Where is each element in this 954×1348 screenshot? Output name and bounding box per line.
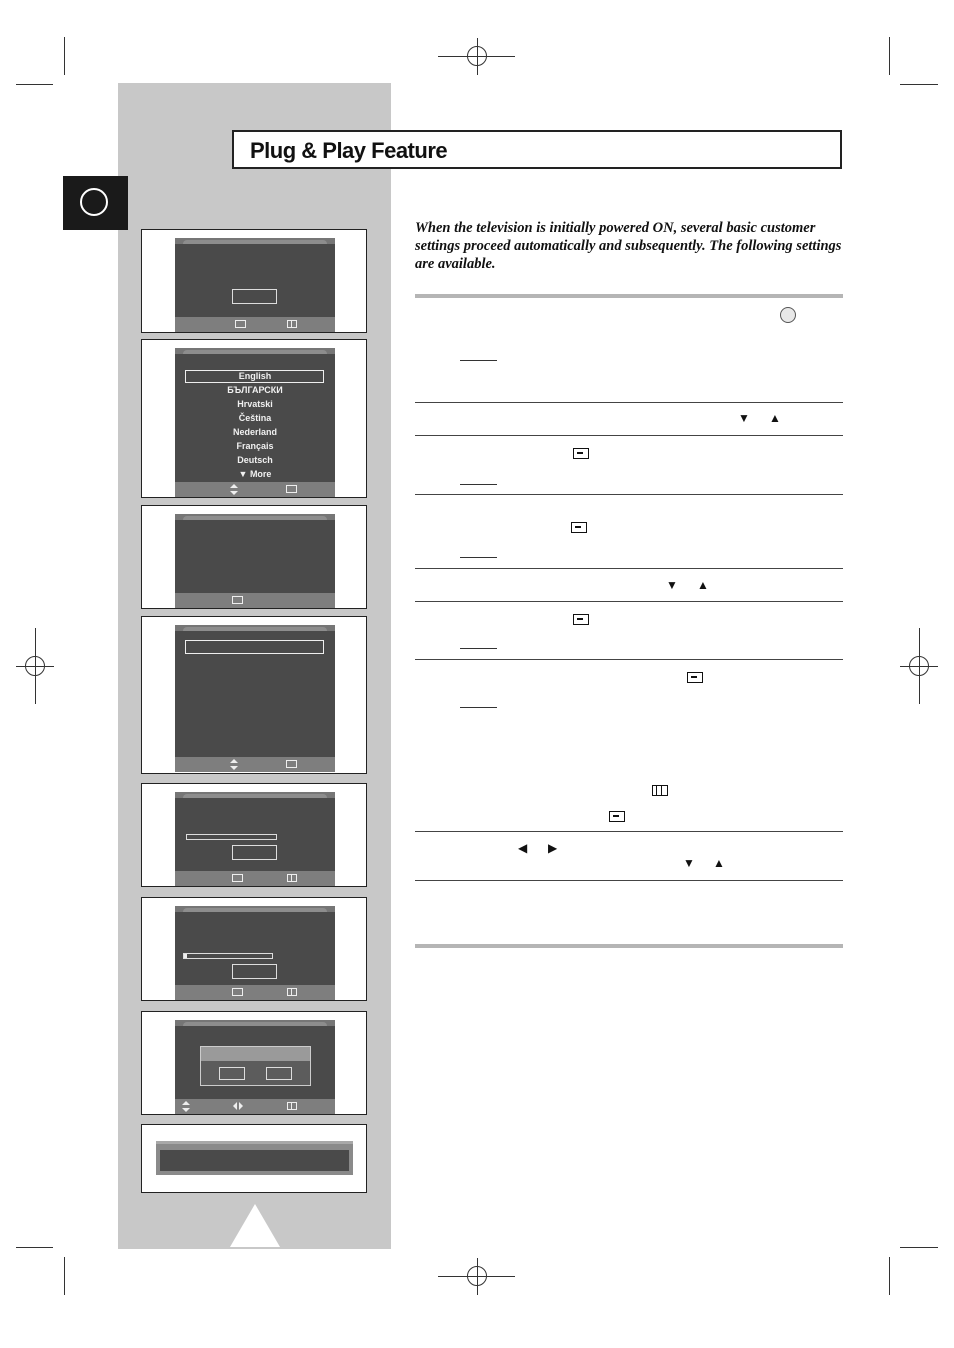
language-option[interactable]: Deutsch: [237, 455, 273, 465]
note-rule: [460, 557, 497, 558]
menu-icon: [287, 320, 297, 328]
screen-panel-1: [141, 229, 367, 333]
crop-mark: [64, 1257, 65, 1295]
enter-icon: [232, 596, 243, 604]
crop-mark: [16, 84, 53, 85]
tv-screen: [175, 1020, 335, 1114]
registration-mark: [477, 1258, 478, 1295]
page-corner-triangle: [230, 1204, 280, 1247]
intro-paragraph: When the television is initially powered ON, several basic customer settings proceed automatically and subsequently. The following settings are available.: [415, 220, 842, 272]
screen-help-bar: [175, 871, 335, 886]
hour-field[interactable]: [219, 1067, 245, 1080]
language-option[interactable]: Nederland: [232, 427, 277, 437]
crop-mark: [16, 1247, 53, 1248]
registration-mark: [35, 628, 36, 704]
language-option[interactable]: English: [238, 371, 272, 381]
clock-dialog: [200, 1046, 311, 1086]
right-arrow-icon: [239, 1102, 243, 1110]
step-divider: [415, 601, 843, 602]
up-down-icon: [181, 1101, 191, 1112]
up-arrow-icon: ▲: [769, 411, 781, 425]
screen-help-bar: [175, 593, 335, 608]
registration-mark: [919, 628, 920, 704]
enter-icon: [571, 522, 587, 533]
up-arrow-icon: ▲: [713, 856, 725, 870]
page-title: Plug & Play Feature: [250, 138, 448, 163]
up-down-icon: [229, 484, 239, 495]
tv-screen: [175, 514, 335, 608]
enter-icon: [232, 874, 243, 882]
screen-panel-5: [141, 783, 367, 887]
stop-button-box: [232, 845, 277, 860]
progress-fill: [184, 954, 187, 958]
language-option[interactable]: БЪЛГАРСКИ: [227, 385, 283, 395]
screen-help-bar: [175, 1099, 335, 1114]
screen-panel-7: [141, 1011, 367, 1115]
step-divider: [415, 494, 843, 495]
note-rule: [460, 484, 497, 485]
down-arrow-icon: ▼: [738, 411, 750, 425]
enter-icon: [573, 448, 589, 459]
menu-icon: [652, 785, 668, 796]
screen-help-bar: [175, 757, 335, 772]
screen-panel-2: [141, 339, 367, 498]
language-tab-circle-icon: [80, 188, 108, 216]
enter-icon: [286, 485, 297, 493]
language-option[interactable]: Français: [236, 441, 274, 451]
enter-icon: [235, 320, 246, 328]
ok-button-box: [232, 289, 277, 304]
enter-icon: [286, 760, 297, 768]
power-button-icon: [780, 307, 796, 323]
progress-bar: [183, 953, 273, 959]
tv-screen: [175, 792, 335, 886]
step-divider: [415, 659, 843, 660]
note-rule: [460, 707, 497, 708]
crop-mark: [64, 37, 65, 75]
tv-screen: [175, 238, 335, 332]
menu-icon: [287, 988, 297, 996]
language-option[interactable]: Hrvatski: [237, 399, 273, 409]
down-arrow-icon: ▼: [683, 856, 695, 870]
tv-screen: [175, 625, 335, 772]
progress-bar: [186, 834, 277, 840]
crop-mark: [900, 84, 938, 85]
step-divider: [415, 402, 843, 403]
enter-icon: [609, 811, 625, 822]
crop-mark: [889, 1257, 890, 1295]
step-divider: [415, 831, 843, 832]
menu-icon: [287, 874, 297, 882]
note-rule: [460, 360, 497, 361]
up-arrow-icon: ▲: [697, 578, 709, 592]
screen-panel-4: [141, 616, 367, 774]
selection-highlight: [185, 640, 324, 654]
screen-panel-8: [141, 1124, 367, 1193]
tv-screen: [175, 348, 335, 497]
language-more-option[interactable]: ▼ More: [238, 469, 272, 479]
enter-icon: [232, 988, 243, 996]
screen-help-bar: [175, 985, 335, 1000]
screen-help-bar: [175, 317, 335, 332]
step-divider: [415, 435, 843, 436]
stop-button-box: [232, 964, 277, 979]
screen-panel-6: [141, 897, 367, 1001]
step-divider: [415, 568, 843, 569]
registration-mark: [477, 38, 478, 75]
enter-icon: [573, 614, 589, 625]
section-bottom-rule: [415, 944, 843, 948]
down-arrow-icon: ▼: [666, 578, 678, 592]
up-down-icon: [229, 759, 239, 770]
enter-icon: [687, 672, 703, 683]
page-title-box: [232, 130, 842, 169]
left-arrow-icon: [233, 1102, 237, 1110]
right-arrow-icon: ▶: [548, 841, 558, 855]
screen-panel-3: [141, 505, 367, 609]
step-divider: [415, 880, 843, 881]
screen-help-bar: [175, 482, 335, 497]
menu-icon: [287, 1102, 297, 1110]
tv-screen: [175, 906, 335, 1000]
crop-mark: [889, 37, 890, 75]
language-option[interactable]: Čeština: [238, 413, 272, 423]
left-arrow-icon: ◀: [518, 841, 528, 855]
message-window-body: [160, 1150, 349, 1171]
section-top-rule: [415, 294, 843, 298]
note-rule: [460, 648, 497, 649]
message-window: [156, 1141, 353, 1175]
crop-mark: [900, 1247, 938, 1248]
clock-dialog-header: [201, 1047, 310, 1061]
minute-field[interactable]: [266, 1067, 292, 1080]
